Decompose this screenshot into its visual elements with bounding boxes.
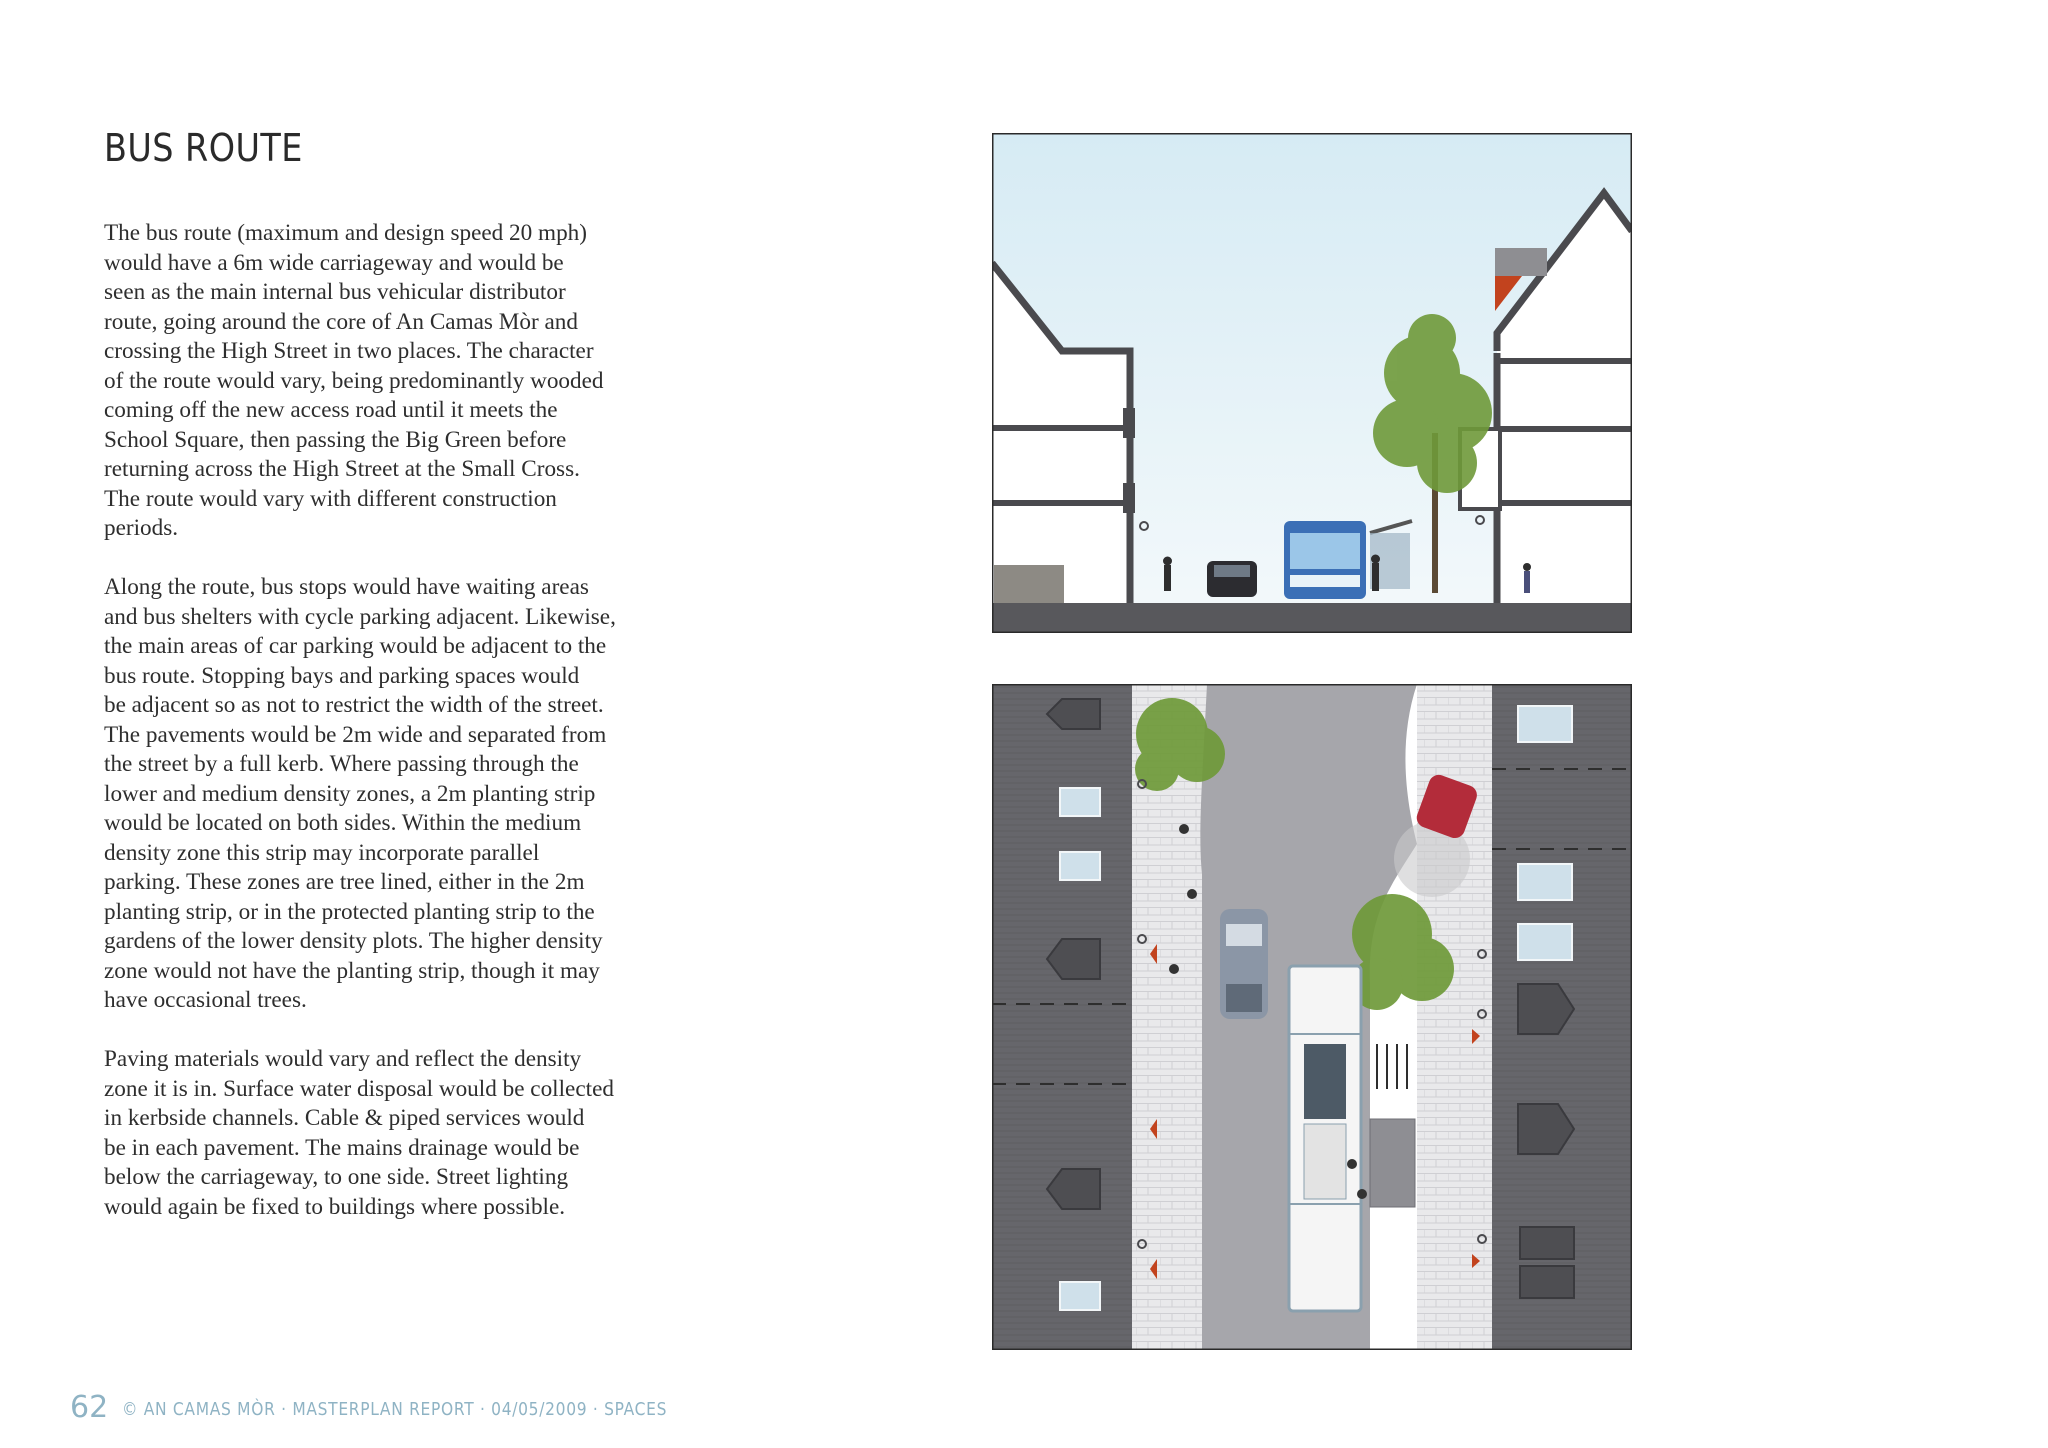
section-car	[1207, 561, 1257, 597]
plan-bus-shelter	[1370, 1119, 1415, 1207]
paragraph-1: The bus route (maximum and design speed 20 mph) would have a 6m wide carriageway and would be seen as the main internal bus vehicular distributor route, going around the core of An Camas Mòr and crossing the High Street in two places. The character of the route would vary, being predominantly wooded coming off the new access road until it meets the School Square, then passing the Big Green before returning across the High Street at the Small Cross. The route would vary with different construction periods.	[104, 220, 604, 541]
plan-bus	[1289, 966, 1361, 1311]
section-bus	[1284, 521, 1366, 599]
section-ground	[992, 603, 1632, 633]
body-text	[104, 219, 684, 1252]
plan-left-roof	[992, 684, 1132, 1350]
plan-car	[1220, 909, 1268, 1019]
section-garden-wall	[994, 565, 1064, 603]
street-section-diagram	[992, 133, 1632, 633]
paragraph-2: Along the route, bus stops would have waiting areas and bus shelters with cycle parking adjacent. Likewise, the main areas of car parking would be adjacent to the bus route. Stopping bays and parking spaces would be adjacent so as not to restrict the width of the street. The pavements would be 2m wide and separated from the street by a full kerb. Where passing through the lower and medium density zones, a 2m planting strip would be located on both sides. Within the medium density zone this strip may incorporate parallel parking. These zones are tree lined, either in the 2m planting strip, or in the protected planting strip to the gardens of the lower density plots. The higher density zone would not have the planting strip, though it may have occasional trees.	[104, 574, 616, 1013]
footer-text: © AN CAMAS MÒR · MASTERPLAN REPORT · 04/05/2009 · SPACES	[122, 1399, 668, 1420]
street-plan-diagram	[992, 684, 1632, 1350]
paragraph-3: Paving materials would vary and reflect the density zone it is in. Surface water disposal would be collected in kerbside channels. Cable & piped services would be in each pavement. The mains drainage would be below the carriageway, to one side. Street lighting would again be fixed to buildings where possible.	[104, 1046, 614, 1220]
page-number: 62	[70, 1390, 109, 1425]
page-footer	[70, 1390, 756, 1425]
plan-cycle-stands	[1377, 1044, 1407, 1089]
page-title: BUS ROUTE	[104, 126, 303, 170]
